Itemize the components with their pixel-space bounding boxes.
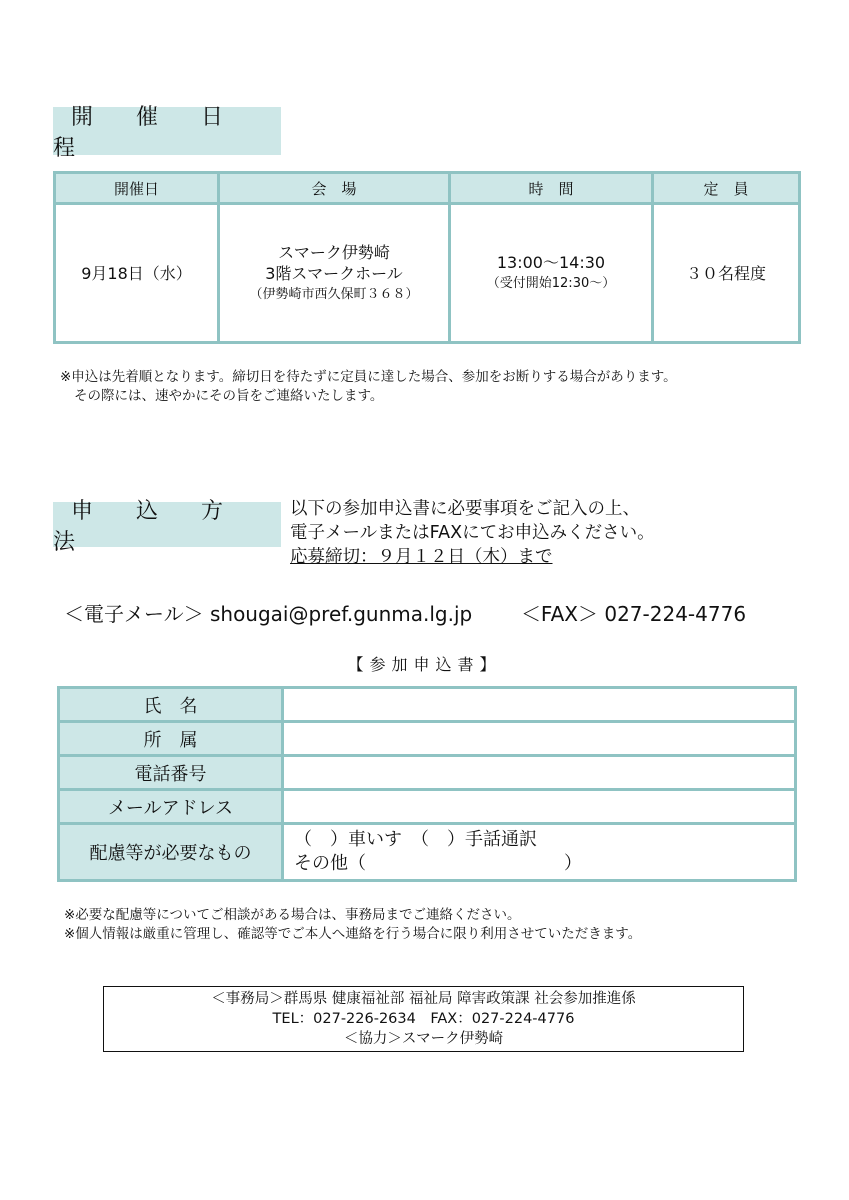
fax-label: ＜FAX＞ [520, 602, 598, 626]
schedule-heading: 開 催 日 程 [53, 107, 281, 155]
office-line1: ＜事務局＞群馬県 健康福祉部 福祉局 障害政策課 社会参加推進係 [211, 991, 636, 1007]
affiliation-field[interactable] [283, 722, 796, 756]
office-box [103, 986, 744, 1052]
accommodation-options: （ ）車いす （ ）手話通訳 [294, 829, 537, 850]
email-address[interactable]: shougai@pref.gunma.lg.jp [209, 602, 473, 626]
header-venue: 会 場 [219, 173, 450, 204]
form-note1: ※必要な配慮等についてご相談がある場合は、事務局までご連絡ください。 [64, 907, 521, 923]
event-capacity: ３０名程度 [653, 204, 800, 343]
label-affiliation: 所 属 [59, 722, 283, 756]
application-deadline: 応募締切：９月１２日（木）まで [290, 547, 553, 567]
label-email: メールアドレス [59, 790, 283, 824]
label-name: 氏 名 [59, 688, 283, 722]
venue-hall: 3階スマークホール [265, 263, 403, 283]
venue-address: （伊勢崎市西久保町３６８） [249, 286, 419, 302]
schedule-table [53, 171, 801, 344]
event-time [450, 204, 653, 343]
venue-name: スマーク伊勢崎 [278, 242, 390, 262]
form-note2: ※個人情報は厳重に管理し、確認等でご本人へ連絡を行う場合に限り利用させていただきます。 [64, 926, 642, 942]
form-title: 【参加申込書】 [347, 655, 502, 674]
fax-number: 027-224-4776 [604, 602, 747, 626]
label-accommodation: 配慮等が必要なもの [59, 824, 283, 881]
accommodation-other: その他（ ） [294, 853, 582, 874]
office-line3: ＜協力＞スマーク伊勢崎 [343, 1031, 504, 1047]
application-text [290, 497, 655, 569]
phone-field[interactable] [283, 756, 796, 790]
application-line2: 電子メールまたはFAXにてお申込みください。 [290, 523, 655, 543]
schedule-note-line2: その際には、速やかにその旨をご連絡いたします。 [74, 388, 384, 404]
accommodation-field[interactable] [283, 824, 796, 881]
time-range: 13:00〜14:30 [496, 253, 606, 272]
application-form [57, 686, 797, 882]
office-line2: TEL：027-226-2634 FAX：027-224-4776 [272, 1011, 575, 1027]
header-capacity: 定 員 [653, 173, 800, 204]
name-field[interactable] [283, 688, 796, 722]
email-field[interactable] [283, 790, 796, 824]
application-line1: 以下の参加申込書に必要事項をご記入の上、 [290, 499, 640, 519]
label-phone: 電話番号 [59, 756, 283, 790]
header-date: 開催日 [55, 173, 219, 204]
header-time: 時 間 [450, 173, 653, 204]
event-venue [219, 204, 450, 343]
schedule-note [60, 368, 677, 406]
event-date: 9月18日（水） [55, 204, 219, 343]
application-heading: 申 込 方 法 [53, 502, 281, 547]
email-label: ＜電子メール＞ [64, 602, 204, 626]
reception-time: （受付開始12:30〜） [486, 276, 616, 291]
form-notes [64, 906, 641, 944]
schedule-note-line1: ※申込は先着順となります。締切日を待たずに定員に達した場合、参加をお断りする場合があります。 [60, 369, 677, 385]
contact-line [64, 598, 746, 627]
